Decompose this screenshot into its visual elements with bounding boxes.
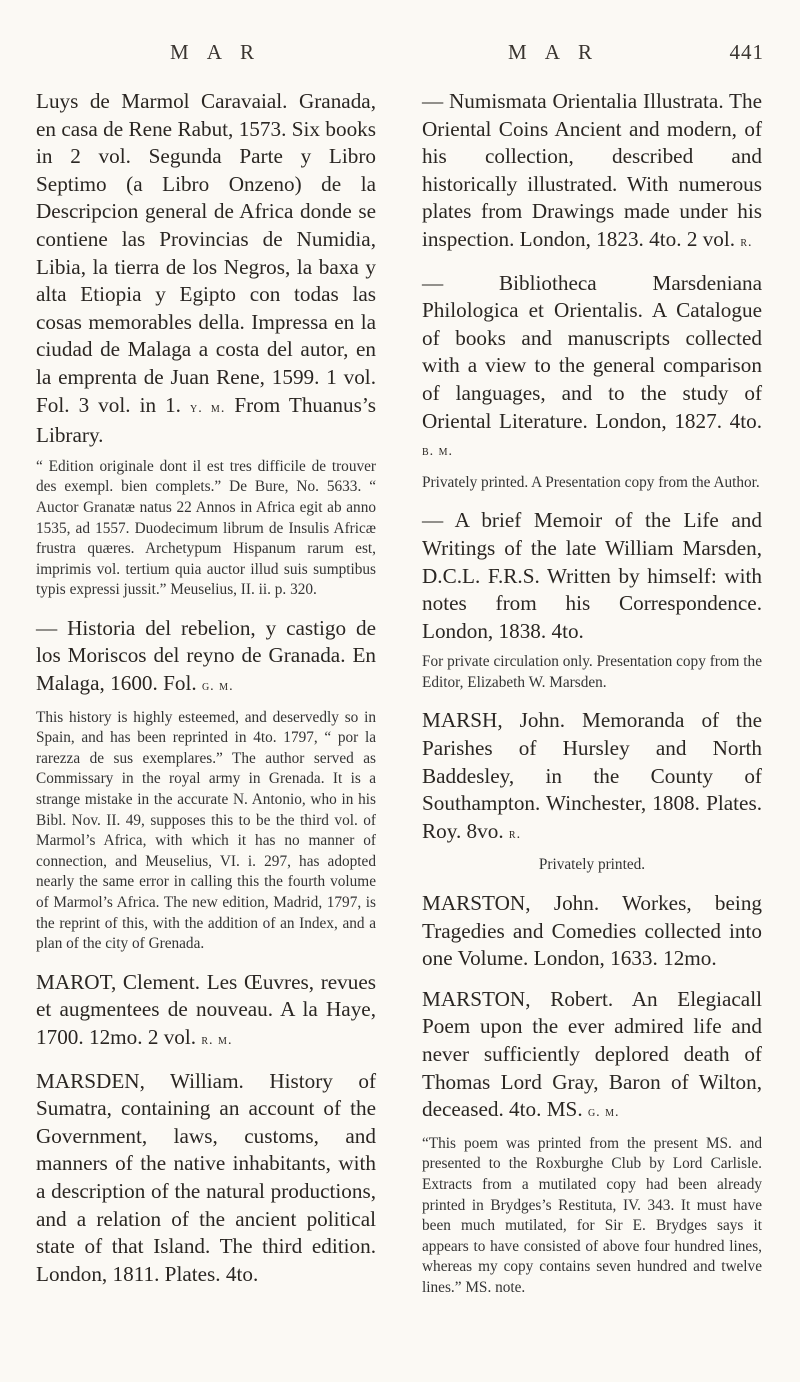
entry-marsden-memoir (422, 507, 762, 645)
page-number: 441 (729, 40, 764, 64)
location-mark: g. m. (587, 1105, 620, 1121)
entry-text: — Bibliotheca Marsdeniana Philologica et Orientalis. A Catalogue of books and manuscripts collected with a view to the general comparison of languages, and to the study of Oriental Literature. London, 1827. 4to. (422, 270, 762, 433)
entry-text: — Historia del rebelion, y castigo de los Moriscos del reyno de Granada. En Malaga, 1600. Fol. (36, 615, 376, 696)
entry-text: — Numismata Orientalia Illustrata. The Oriental Coins Ancient and modern, of his collection, described and historically illustrated. With numerous plates from Drawings made under his inspection. London, 1823. 4to. 2 vol. (422, 89, 762, 251)
location-mark: y. m. (189, 400, 226, 416)
entry-marmol-descripcion (36, 88, 376, 450)
entry-marsh (422, 707, 762, 848)
note-marmol-descripcion: “ Edition originale dont il est tres difficile de trouver des exempl. bien complets.” De Bure, No. 5633. “ Auctor Granatæ natus 22 Annos in Africa egit ab anno 1535, ad 1557. Duodecimum librum de Insulis Africæ frustra quæres. Archetypum Hispanum rarum est, imprimis vol. tertium quia auctor illud suis sumptibus typis expressi jussit.” Meuselius, II. ii. p. 320. (36, 457, 376, 599)
left-column (36, 88, 376, 1301)
entry-provenance: From Thuanus’s Library. (36, 392, 376, 448)
entry-marot (36, 969, 376, 1055)
entry-heading: MARSDEN, William. (36, 1068, 244, 1093)
entry-heading: MARSTON, Robert. (422, 986, 614, 1011)
header-left-title: M A R (170, 40, 262, 64)
entry-text: Les Œuvres, revues et augmentees de nouveau. A la Haye, 1700. 12mo. 2 vol. (36, 969, 376, 1049)
entry-marston-robert (422, 986, 762, 1127)
note-marmol-historia: This history is highly esteemed, and deservedly so in Spain, and has been reprinted in 4to. 1797, “ por la rarezza de sus exemplares.” The author served as Commissary in the royal army in Grenada. It is a strange mistake in the accurate N. Antonio, who in his Bibl. Nov. II. 49, supposes this to be the third vol. of Marmol’s Africa, with which it has no manner of connection, and Meuselius, VI. i. 297, has adopted nearly the same error in calling this the fourth volume of Marmol’s Africa. The new edition, Madrid, 1797, is the reprint of this, with the addition of an Index, and a plan of the city of Grenada. (36, 708, 376, 953)
location-mark: r. m. (201, 1032, 233, 1048)
note-marsh: Privately printed. (538, 856, 646, 874)
note-marsden-memoir: For private circulation only. Presentation copy from the Editor, Elizabeth W. Marsden. (422, 653, 762, 691)
running-header (36, 40, 764, 72)
note-marsden-bibliotheca: Privately printed. A Presentation copy from the Author. (422, 473, 760, 491)
header-right-title: M A R (508, 40, 600, 64)
entry-marmol-historia (36, 615, 376, 701)
entry-text: — A brief Memoir of the Life and Writings of the late William Marsden, D.C.L. F.R.S. Written by himself: with notes from his Correspondence. London, 1838. 4to. (422, 508, 762, 643)
entry-marsden-sumatra (36, 1068, 376, 1289)
entry-heading: MARSTON, John. (422, 891, 600, 916)
location-mark: r. (740, 234, 753, 250)
entry-text: Workes, being Tragedies and Comedies collected into one Volume. London, 1633. 12mo. (422, 891, 763, 971)
entry-text: Memoranda of the Parishes of Hursley and North Baddesley, in the County of Southampton. Winchester, 1808. Plates. Roy. 8vo. (422, 708, 763, 843)
note-marston-robert: “This poem was printed from the present MS. and presented to the Roxburghe Club by Lord Carlisle. Extracts from a mutilated copy had been already printed in Brydges’s Restituta, IV. 343. It must have been much mutilated, for Sir E. Brydges says it appears to have consisted of above four hundred lines, whereas my copy contains seven hundred and twelve lines.” MS. note. (422, 1134, 762, 1296)
entry-marston-john (422, 890, 762, 973)
entry-text: History of Sumatra, containing an account of the Government, laws, customs, and manners of the native inhabitants, with a description of the natural productions, and a relation of the ancient political state of that Island. The third edition. London, 1811. Plates. 4to. (36, 1068, 377, 1286)
right-column (422, 88, 762, 1313)
location-mark: r. (508, 826, 522, 842)
location-mark: g. m. (201, 679, 234, 695)
entry-heading: MARSH, John. (422, 708, 566, 733)
entry-text: Luys de Marmol Caravaial. Granada, en casa de Rene Rabut, 1573. Six books in 2 vol. Segunda Parte y Libro Septimo (a Libro Onzeno) de la Descripcion general de Africa donde se contiene las Provincias de Numidia, Libia, la tierra de los Negros, la baxa y alta Etiopia y Egipto con todas las cosas memorables della. Impressa en la ciudad de Malaga a costa del autor, en la emprenta de Juan Rene, 1599. 1 vol. Fol. 3 vol. in 1. (36, 89, 376, 417)
location-mark: b. m. (422, 444, 454, 460)
entry-text: An Elegiacall Poem upon the ever admired life and never sufficiently deplored death of Thomas Lord Gray, Baron of Wilton, deceased. 4to. MS. (422, 986, 762, 1122)
entry-heading: MAROT, Clement. (36, 969, 201, 994)
entry-marsden-numismata (422, 88, 762, 257)
entry-marsden-bibliotheca (422, 270, 762, 466)
